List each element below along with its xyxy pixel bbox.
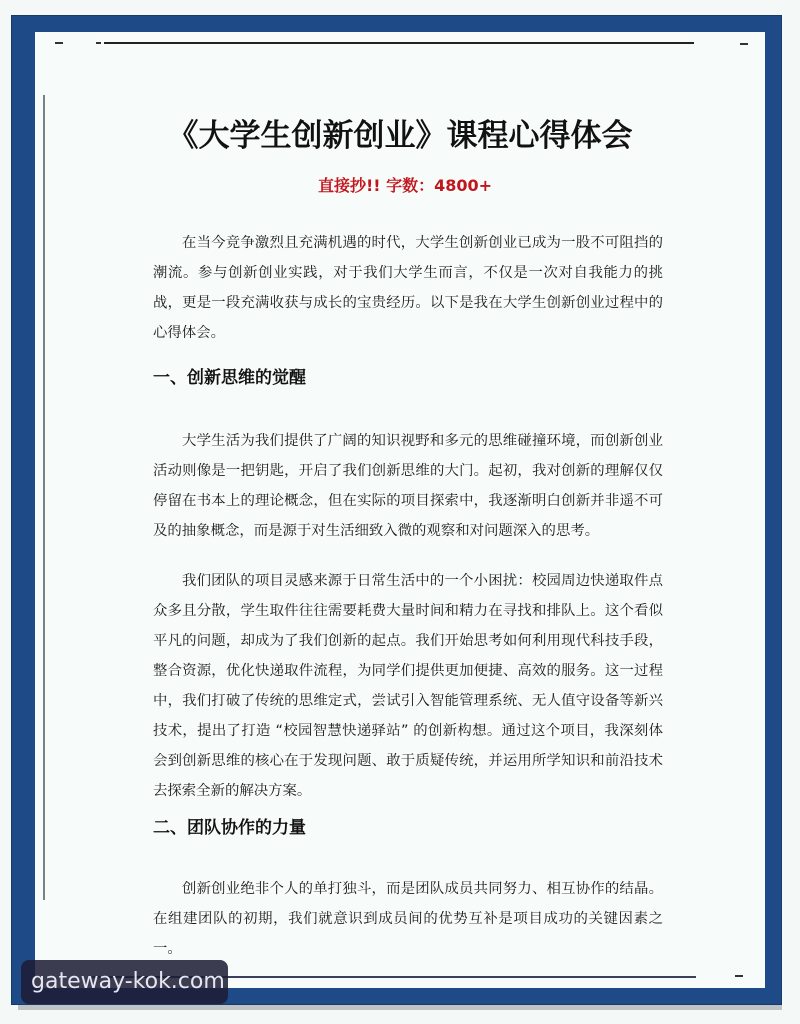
section-heading: 一、创新思维的觉醒 xyxy=(153,368,306,388)
left-rule xyxy=(43,95,45,900)
section-1-paragraph-1-block xyxy=(153,426,663,546)
section-2-paragraph-1-block xyxy=(153,874,663,964)
document-subtitle: 直接抄!! 字数：4800+ xyxy=(317,176,493,195)
document-title: 《大学生创新创业》课程心得体会 xyxy=(167,118,633,154)
body-paragraph: 我们团队的项目灵感来源于日常生活中的一个小困扰：校园周边快递取件点众多且分散，学生取件往往需要耗费大量时间和精力在寻找和排队上。这个看似平凡的问题，却成为了我们创新的起点。我们开始思考如何利用现代科技手段，整合资源，优化快递取件流程，为同学们提供更加便捷、高效的服务。这一过程中，我们打破了传统的思维定式，尝试引入智能管理系统、无人值守设备等新兴技术，提出了打造 “校园智慧快递驿站” 的创新构想。通过这个项目，我深刻体会到创新思维的核心在于发现问题、敢于质疑传统，并运用所学知识和前沿技术去探索全新的解决方案。 xyxy=(153,573,663,799)
intro-block xyxy=(153,228,663,348)
body-paragraph: 创新创业绝非个人的单打独斗，而是团队成员共同努力、相互协作的结晶。在组建团队的初期，我们就意识到成员间的优势互补是项目成功的关键因素之一。 xyxy=(153,881,663,957)
corner-ornament-bottom-right xyxy=(735,975,743,977)
section-1-heading-block xyxy=(153,363,663,388)
corner-ornament-top-right xyxy=(740,43,748,45)
section-heading: 二、团队协作的力量 xyxy=(153,818,306,838)
intro-paragraph: 在当今竞争激烈且充满机遇的时代，大学生创新创业已成为一股不可阻挡的潮流。参与创新创业实践，对于我们大学生而言，不仅是一次对自我能力的挑战，更是一段充满收获与成长的宝贵经历。以下是我在大学生创新创业过程中的心得体会。 xyxy=(153,235,663,341)
section-2-heading-block xyxy=(153,813,663,838)
corner-ornament-top-left xyxy=(55,42,63,44)
top-rule xyxy=(104,42,694,44)
watermark-badge: gateway-kok.com xyxy=(21,960,228,1004)
body-paragraph: 大学生活为我们提供了广阔的知识视野和多元的思维碰撞环境，而创新创业活动则像是一把钥匙，开启了我们创新思维的大门。起初，我对创新的理解仅仅停留在书本上的理论概念，但在实际的项目探索中，我逐渐明白创新并非遥不可及的抽象概念，而是源于对生活细致入微的观察和对问题深入的思考。 xyxy=(153,433,663,539)
corner-ornament-top-left-2 xyxy=(96,42,101,44)
section-1-paragraph-2-block xyxy=(153,566,663,806)
